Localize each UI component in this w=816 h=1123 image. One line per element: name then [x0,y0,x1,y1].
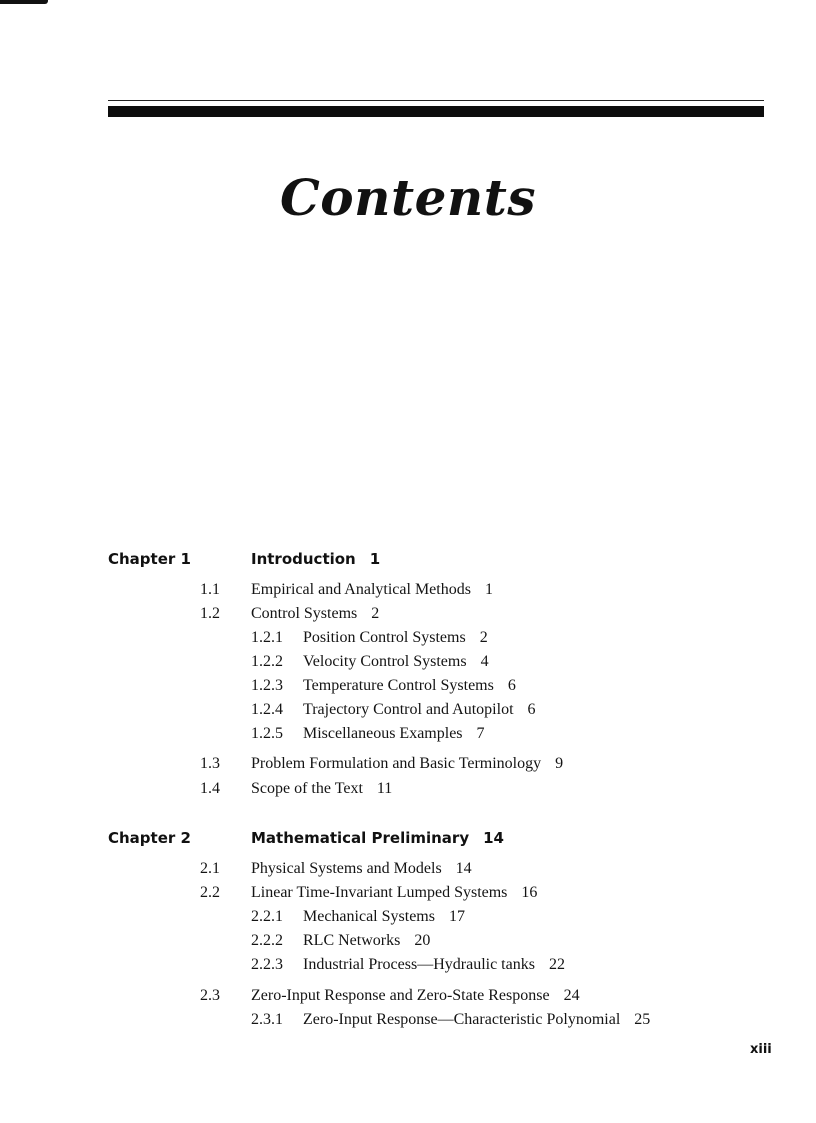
subsection-number: 2.2.3 [251,956,283,973]
subsection-title: Industrial Process—Hydraulic tanks [303,956,535,973]
subsection-number: 1.2.3 [251,677,283,694]
toc-entry[interactable] [251,987,580,1005]
subsection-number: 2.2.1 [251,908,283,925]
chapter-label: Chapter 2 [108,829,191,847]
page-number: 6 [527,701,536,718]
section-title: Zero-Input Response and Zero-State Response [251,987,550,1004]
toc-entry[interactable] [251,860,472,878]
page-number: 17 [448,908,465,925]
subsection-number: 1.2.2 [251,653,283,670]
toc-entry[interactable] [303,956,565,974]
page-number: 14 [483,829,504,847]
header-thin-rule [108,100,764,101]
subsection-title: Position Control Systems [303,629,466,646]
page-number: 16 [521,884,538,901]
page-number: 7 [476,725,485,742]
toc-entry[interactable] [303,629,488,647]
scan-corner-mark [0,0,48,4]
subsection-number: 2.3.1 [251,1011,283,1028]
subsection-title: Mechanical Systems [303,908,435,925]
section-number: 1.1 [200,581,220,598]
page-number: 22 [548,956,565,973]
subsection-title: Miscellaneous Examples [303,725,463,742]
page-number: 1 [369,550,381,568]
subsection-number: 1.2.5 [251,725,283,742]
subsection-title: Trajectory Control and Autopilot [303,701,514,718]
page-number: 14 [455,860,472,877]
toc-entry[interactable] [251,605,379,623]
section-title: Linear Time-Invariant Lumped Systems [251,884,508,901]
subsection-number: 2.2.2 [251,932,283,949]
toc-entry[interactable] [303,677,516,695]
section-title: Scope of the Text [251,780,363,797]
subsection-number: 1.2.1 [251,629,283,646]
page-number: 25 [634,1011,651,1028]
toc-entry[interactable] [303,653,489,671]
toc-entry[interactable] [251,755,563,773]
chapter-title-row[interactable] [251,550,380,568]
chapter-title: Mathematical Preliminary [251,829,470,847]
toc-entry[interactable] [303,908,465,926]
subsection-title: Velocity Control Systems [303,653,467,670]
subsection-title: Zero-Input Response—Characteristic Polynomial [303,1011,621,1028]
section-title: Physical Systems and Models [251,860,442,877]
page-number: 11 [376,780,393,797]
subsection-number: 1.2.4 [251,701,283,718]
section-number: 1.2 [200,605,220,622]
toc-entry[interactable] [251,581,493,599]
page-number: 2 [371,605,380,622]
toc-entry[interactable] [303,932,430,950]
chapter-title: Introduction [251,550,356,568]
toc-entry[interactable] [251,780,392,798]
toc-entry[interactable] [251,884,537,902]
section-title: Problem Formulation and Basic Terminology [251,755,542,772]
toc-entry[interactable] [303,725,485,743]
toc-entry[interactable] [303,701,536,719]
section-title: Empirical and Analytical Methods [251,581,471,598]
section-title: Control Systems [251,605,358,622]
toc-entry[interactable] [303,1011,650,1029]
section-number: 2.1 [200,860,220,877]
chapter-label: Chapter 1 [108,550,191,568]
section-number: 2.2 [200,884,220,901]
section-number: 1.4 [200,780,220,797]
section-number: 2.3 [200,987,220,1004]
page-title: Contents [280,168,537,227]
header-thick-rule [108,106,764,117]
page-folio: xiii [750,1042,772,1057]
section-number: 1.3 [200,755,220,772]
page-number: 9 [555,755,564,772]
subsection-title: Temperature Control Systems [303,677,494,694]
subsection-title: RLC Networks [303,932,401,949]
page-number: 20 [414,932,431,949]
page-number: 4 [480,653,489,670]
page-number: 6 [507,677,516,694]
chapter-title-row[interactable] [251,829,504,847]
page-number: 2 [479,629,488,646]
page-number: 1 [484,581,493,598]
page-number: 24 [563,987,580,1004]
